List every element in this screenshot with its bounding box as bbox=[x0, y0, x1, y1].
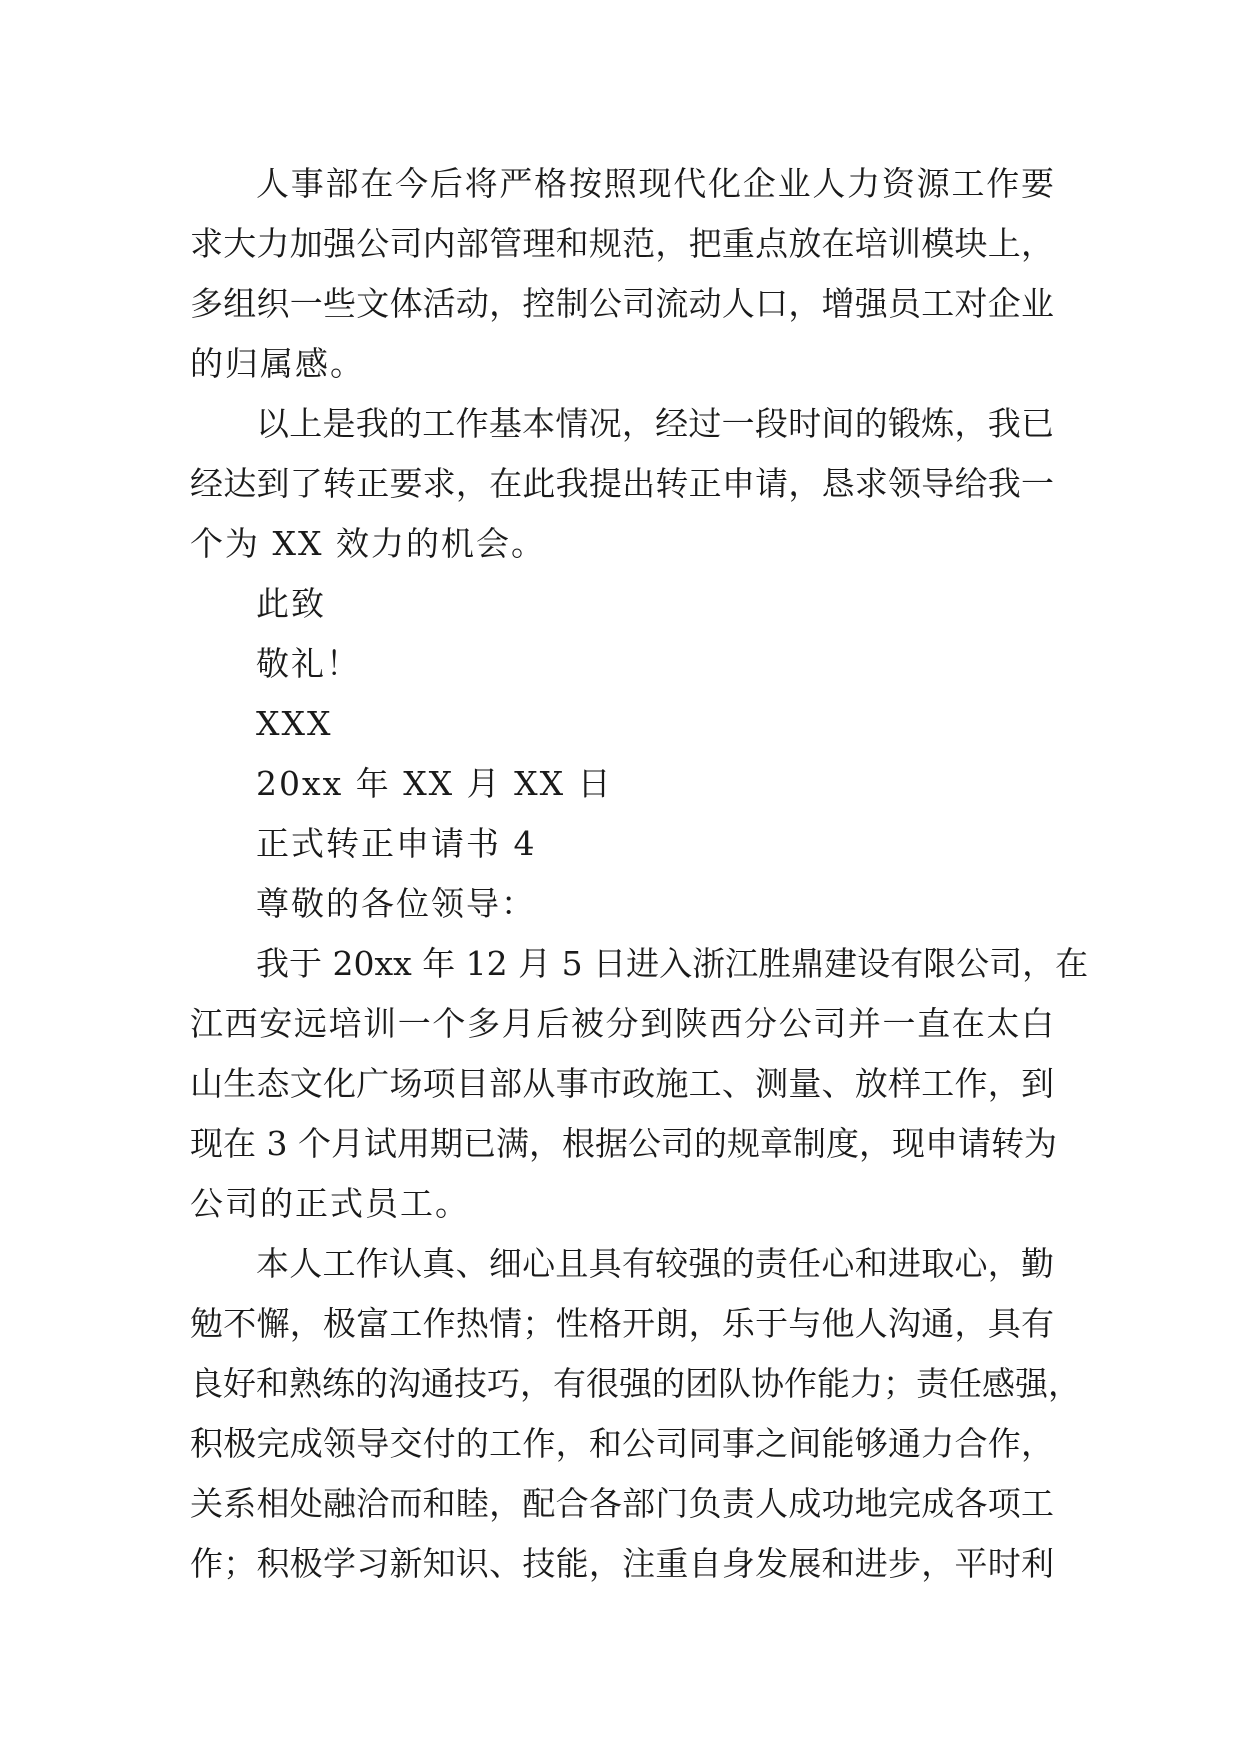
letter-greeting: 尊敬的各位领导： bbox=[256, 884, 536, 923]
signature-date: 20xx 年 XX 月 XX 日 bbox=[256, 764, 613, 803]
paragraph-line: 江西安远培训一个多月后被分到陕西分公司并一直在太白 bbox=[190, 1004, 1054, 1043]
closing-regards: 敬礼！ bbox=[256, 644, 361, 683]
section-title: 正式转正申请书 4 bbox=[256, 824, 537, 863]
paragraph-line: 人事部在今后将严格按照现代化企业人力资源工作要 bbox=[256, 164, 1054, 203]
paragraph-line: 本人工作认真、细心且具有较强的责任心和进取心，勤 bbox=[256, 1244, 1054, 1283]
paragraph-line: 积极完成领导交付的工作，和公司同事之间能够通力合作， bbox=[190, 1424, 1054, 1463]
paragraph-line: 现在 3 个月试用期已满，根据公司的规章制度，现申请转为 bbox=[190, 1124, 1057, 1163]
paragraph-line: 以上是我的工作基本情况，经过一段时间的锻炼，我已 bbox=[256, 404, 1054, 443]
paragraph-line: 求大力加强公司内部管理和规范，把重点放在培训模块上， bbox=[190, 224, 1054, 263]
paragraph-line: 勉不懈，极富工作热情；性格开朗，乐于与他人沟通，具有 bbox=[190, 1304, 1054, 1343]
paragraph-line: 个为 XX 效力的机会。 bbox=[190, 524, 546, 563]
paragraph-line: 作；积极学习新知识、技能，注重自身发展和进步，平时利 bbox=[190, 1544, 1054, 1583]
paragraph-line: 经达到了转正要求，在此我提出转正申请，恳求领导给我一 bbox=[190, 464, 1054, 503]
paragraph-line: 公司的正式员工。 bbox=[190, 1184, 470, 1223]
closing-salutation: 此致 bbox=[256, 584, 326, 623]
signature-name: XXX bbox=[256, 704, 333, 743]
paragraph-line: 山生态文化广场项目部从事市政施工、测量、放样工作，到 bbox=[190, 1064, 1054, 1103]
paragraph-line: 良好和熟练的沟通技巧，有很强的团队协作能力；责任感强， bbox=[190, 1364, 1081, 1403]
paragraph-line: 的归属感。 bbox=[190, 344, 365, 383]
paragraph-line: 我于 20xx 年 12 月 5 日进入浙江胜鼎建设有限公司，在 bbox=[256, 944, 1089, 983]
paragraph-line: 关系相处融洽而和睦，配合各部门负责人成功地完成各项工 bbox=[190, 1484, 1054, 1523]
paragraph-line: 多组织一些文体活动，控制公司流动人口，增强员工对企业 bbox=[190, 284, 1054, 323]
